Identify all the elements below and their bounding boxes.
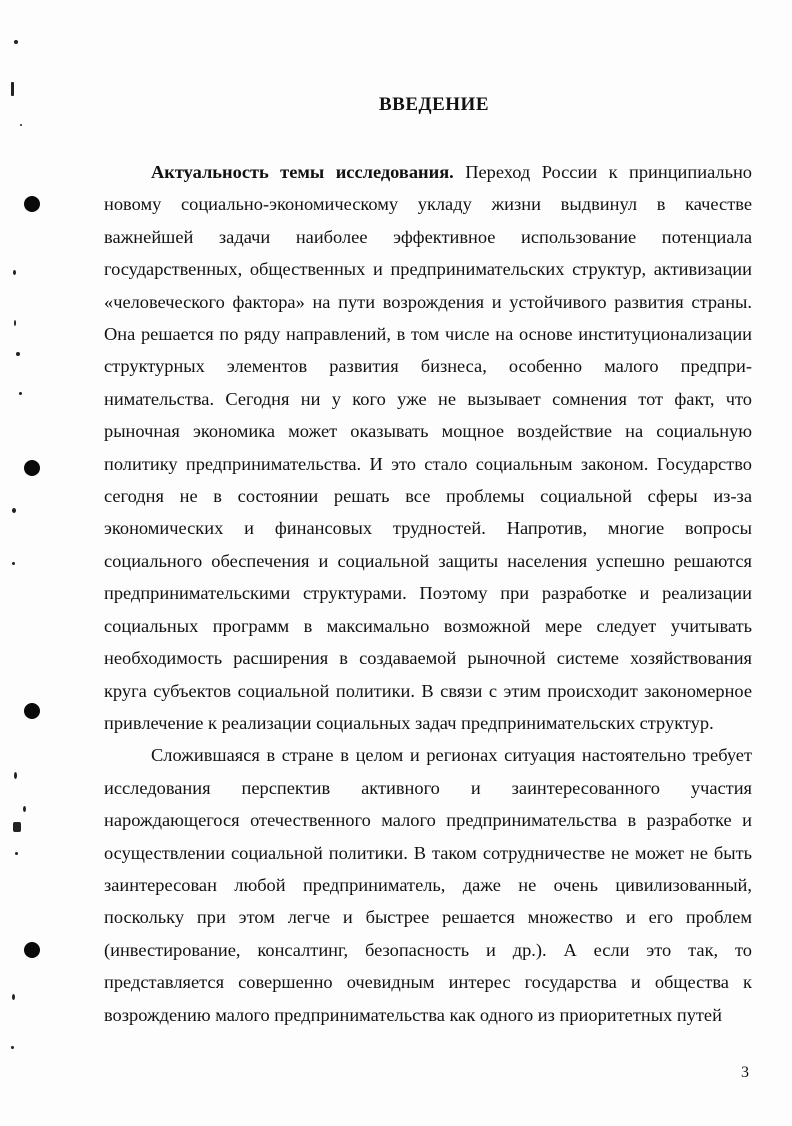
binder-hole-4 xyxy=(24,942,40,958)
page-number: 3 xyxy=(741,1064,749,1081)
scan-speck xyxy=(14,40,18,44)
scan-speck xyxy=(20,124,22,126)
binder-hole-3 xyxy=(24,703,40,719)
binder-hole-2 xyxy=(24,460,40,476)
paragraph-1-text: Переход России к принципиально новому социально-экономическому укладу жизни выдвинул в качестве важнейшей задачи наиболее эффективное использование потенциала государственных, общественных и предпринимательских структур, активизации «человеческого фактора» на пути возрождения и устойчивого развития страны. Она решается по ряду направлений, в том числе на основе институционализации структурных элементов развития бизнеса, особенно малого предпри-нимательства. Сегодня ни у кого уже не вызывает сомнения тот факт, что рыночная экономика может оказывать мощное воздействие на социальную политику предпринимательства. И это стало социальным законом. Государство сегодня не в состоянии решать все проблемы социальной сферы из-за экономических и финансовых трудностей. Напротив, многие вопросы социального обеспечения и социальной защиты населения успешно решаются предпринимательскими структурами. Поэтому при разработке и реализации социальных программ в максимально возможной мере следует учитывать необходимость расширения в создаваемой рыночной системе хозяйствования круга субъектов социальной политики. В связи с этим происходит закономерное привлечение к реализации социальных задач предпринимательских структур. xyxy=(104,162,752,733)
scan-speck xyxy=(15,852,18,855)
scan-speck xyxy=(11,82,14,96)
scan-speck xyxy=(19,392,22,395)
scan-speck xyxy=(11,1046,14,1049)
scan-speck xyxy=(14,772,17,779)
scan-speck xyxy=(12,994,15,1000)
scan-speck xyxy=(14,320,16,326)
scan-speck xyxy=(12,508,16,513)
paragraph-2: Сложившаяся в стране в целом и регионах ситуация настоятельно требует исследования перспектив активного и заинтересованного участия нарождающегося отечественного малого предпринимательства в разработке и осуществлении социальной политики. В таком сотрудничестве не может не быть заинтересован любой предприниматель, даже не очень цивилизованный, поскольку при этом легче и быстрее решается множество и его проблем (инвестирование, консалтинг, безопасность и др.). А если это так, то представляется совершенно очевидным интерес государства и общества к возрождению малого предпринимательства как одного из приоритетных путей xyxy=(104,745,752,1025)
scan-speck xyxy=(13,270,16,275)
page-title: ВВЕДЕНИЕ xyxy=(379,94,489,115)
paragraph-lead: Актуальность темы исследования. xyxy=(151,162,454,182)
scan-speck xyxy=(13,822,21,832)
scan-speck xyxy=(23,806,26,812)
body-text xyxy=(104,156,752,1031)
scan-speck xyxy=(16,352,20,356)
binder-hole-1 xyxy=(24,196,40,212)
scan-speck xyxy=(12,562,15,565)
paragraph-1 xyxy=(104,156,752,739)
